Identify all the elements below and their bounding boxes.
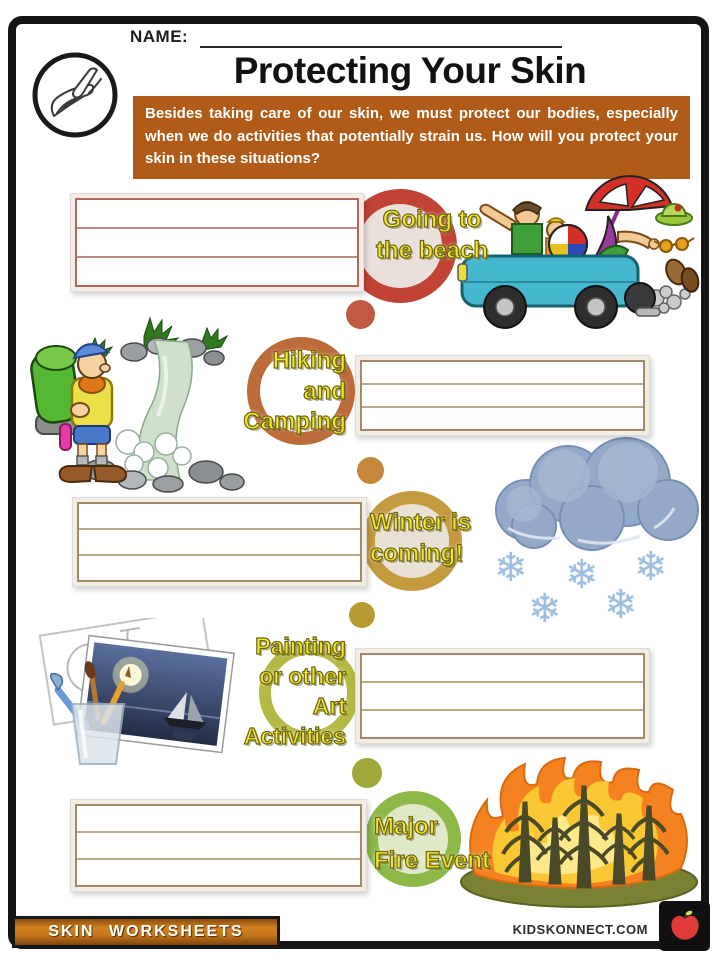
answer-line[interactable]: [77, 258, 357, 285]
answer-line[interactable]: [79, 530, 360, 556]
answer-box-winter[interactable]: [72, 497, 367, 587]
answer-line[interactable]: [77, 806, 360, 833]
answer-line[interactable]: [77, 229, 357, 258]
label-winter-is-coming: Winter is coming!: [370, 509, 472, 567]
snowflake-icon: ❄: [494, 546, 528, 590]
answer-line[interactable]: [362, 683, 643, 711]
answer-line[interactable]: [362, 408, 643, 429]
answer-line[interactable]: [362, 655, 643, 683]
hands-applying-lotion-icon: [30, 50, 120, 140]
answer-line[interactable]: [362, 362, 643, 385]
label-hiking-and-camping: Hiking and Camping: [243, 347, 346, 436]
label-major-fire-event: Major Fire Event: [374, 813, 491, 874]
label-painting-art-activities: Painting or other Art Activities: [243, 633, 346, 749]
answer-line[interactable]: [79, 504, 360, 530]
kidskonnect-link[interactable]: KIDSKONNECT.COM: [512, 922, 648, 937]
skin-worksheets-badge: SKIN WORKSHEETS: [12, 916, 280, 948]
section-divider-dot: [357, 457, 384, 484]
answer-box-beach[interactable]: [70, 193, 364, 292]
answer-line[interactable]: [362, 385, 643, 408]
snowflake-icon: ❄: [604, 583, 638, 627]
section-divider-dot: [349, 602, 375, 628]
answer-box-painting[interactable]: [355, 648, 650, 744]
snowflake-icon: ❄: [634, 545, 668, 589]
label-going-to-the-beach: Going to the beach: [375, 206, 489, 264]
section-divider-dot: [346, 300, 375, 329]
answer-line[interactable]: [77, 860, 360, 885]
page-title: Protecting Your Skin: [233, 50, 587, 91]
apple-logo: [659, 901, 710, 951]
snowflake-icon: ❄: [565, 553, 599, 597]
answer-box-fire[interactable]: [70, 799, 367, 892]
name-label: NAME:: [130, 27, 189, 46]
answer-box-hiking[interactable]: [355, 355, 650, 436]
name-input-line[interactable]: [200, 24, 562, 48]
snowflake-icon: ❄: [528, 587, 562, 631]
answer-line[interactable]: [362, 711, 643, 737]
answer-line[interactable]: [79, 556, 360, 580]
section-divider-dot: [352, 758, 382, 788]
answer-line[interactable]: [77, 200, 357, 229]
instructions-text: Besides taking care of our skin, we must protect our bodies, especially when we do activities that potentially strain us. How will you protect your skin in these situations?: [133, 96, 690, 179]
answer-line[interactable]: [77, 833, 360, 860]
